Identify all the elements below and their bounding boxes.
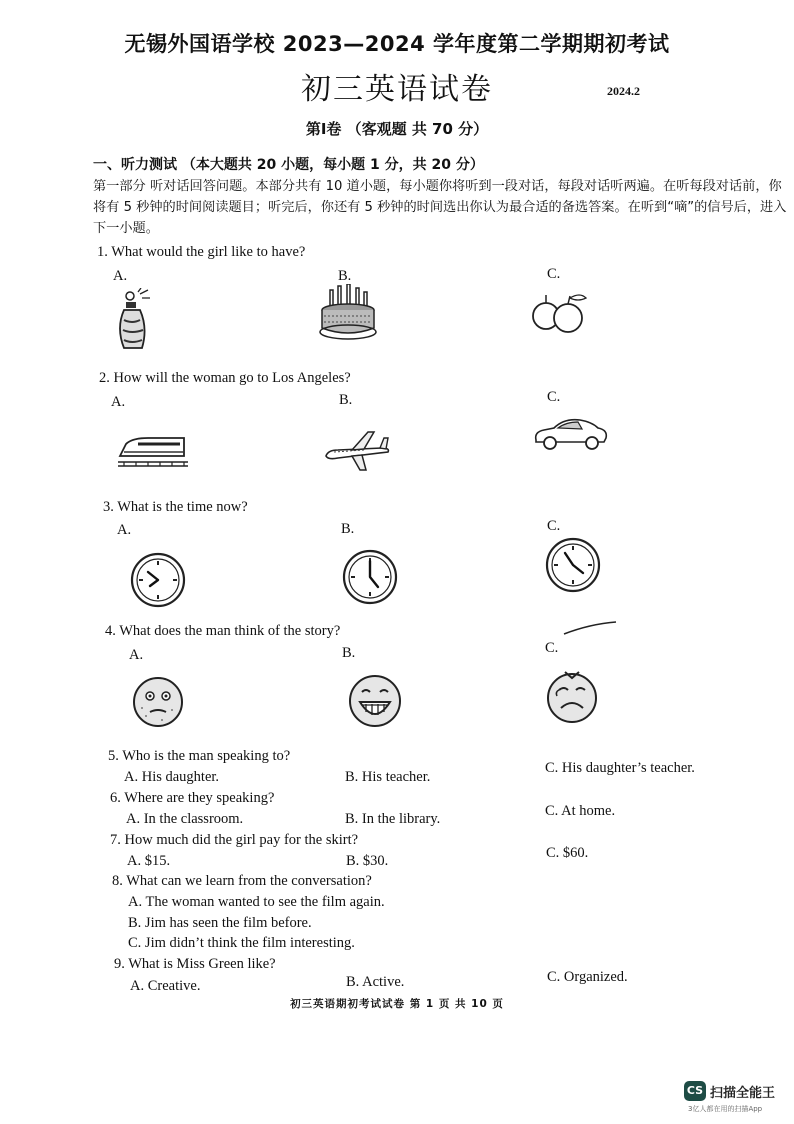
scanner-tagline: 3亿人都在用的扫描App xyxy=(688,1105,763,1113)
option-c: C. Organized. xyxy=(547,969,628,985)
option-c: C. $60. xyxy=(546,845,589,861)
option-label: C. xyxy=(545,640,559,656)
scanner-app-name: 扫描全能王 xyxy=(710,1086,776,1101)
section-instructions: 第一部分 听对话回答问题。本部分共有 10 道小题，每小题你将听到一段对话，每段对话听两遍。在听每段对话前，你将有 5 秒钟的时间阅读题目；听完后，你还有 5 秒钟的时间选出你认为最合适的备选答案。在听到“嘀”的信号后，进入下一小题。 xyxy=(93,179,787,236)
question-2: 2. How will the woman go to Los Angeles? xyxy=(99,370,351,386)
apples-icon xyxy=(530,290,590,334)
option-label: C. xyxy=(547,518,561,534)
school-exam-title: 无锡外国语学校 2023—2024 学年度第二学期期初考试 xyxy=(124,32,670,56)
option-label: A. xyxy=(111,394,126,410)
option-a: A. Creative. xyxy=(130,978,201,994)
car-icon xyxy=(532,416,610,452)
option-label: A. xyxy=(117,522,132,538)
option-label: C. xyxy=(547,389,561,405)
option-label: B. xyxy=(339,392,353,408)
question-6: 6. Where are they speaking? xyxy=(110,790,275,806)
sad-face-icon xyxy=(545,668,599,724)
option-b: B. Active. xyxy=(346,974,405,990)
clock-icon xyxy=(545,537,601,593)
drink-icon xyxy=(112,288,160,354)
part-title: 第Ⅰ卷 （客观题 共 70 分） xyxy=(305,120,489,138)
page-footer: 初三英语期初考试试卷 第 1 页 共 10 页 xyxy=(290,998,504,1010)
bored-face-icon xyxy=(132,676,184,728)
paper-title: 初三英语试卷 xyxy=(301,72,493,107)
option-label: B. xyxy=(338,268,352,284)
option-b: B. His teacher. xyxy=(345,769,431,785)
option-c: C. His daughter’s teacher. xyxy=(545,760,695,776)
train-icon xyxy=(118,432,188,468)
pen-mark xyxy=(562,620,618,636)
option-c: C. Jim didn’t think the film interesting. xyxy=(128,935,355,951)
option-label: A. xyxy=(129,647,144,663)
exam-date: 2024.2 xyxy=(607,84,640,98)
option-a: A. In the classroom. xyxy=(126,811,244,827)
question-7: 7. How much did the girl pay for the skirt? xyxy=(110,832,359,848)
option-a: A. The woman wanted to see the film again. xyxy=(128,894,385,910)
option-label: C. xyxy=(547,266,561,282)
section-heading: 一、听力测试 （本大题共 20 小题，每小题 1 分，共 20 分） xyxy=(93,157,484,173)
question-4: 4. What does the man think of the story? xyxy=(105,623,341,639)
question-9: 9. What is Miss Green like? xyxy=(114,956,276,972)
option-a: A. $15. xyxy=(127,853,171,869)
birthday-cake-icon xyxy=(318,284,378,342)
option-label: B. xyxy=(342,645,356,661)
scanner-logo-icon: CS xyxy=(684,1081,706,1101)
option-b: B. Jim has seen the film before. xyxy=(128,915,312,931)
option-b: B. In the library. xyxy=(345,811,441,827)
clock-icon xyxy=(342,549,398,605)
question-3: 3. What is the time now? xyxy=(103,499,248,515)
question-1: 1. What would the girl like to have? xyxy=(97,244,306,260)
option-label: A. xyxy=(113,268,128,284)
option-a: A. His daughter. xyxy=(124,769,220,785)
laughing-face-icon xyxy=(348,674,402,728)
question-8: 8. What can we learn from the conversation? xyxy=(112,873,372,889)
option-label: B. xyxy=(341,521,355,537)
option-c: C. At home. xyxy=(545,803,616,819)
option-b: B. $30. xyxy=(346,853,389,869)
clock-icon xyxy=(130,552,186,608)
question-5: 5. Who is the man speaking to? xyxy=(108,748,291,764)
airplane-icon xyxy=(322,428,392,472)
